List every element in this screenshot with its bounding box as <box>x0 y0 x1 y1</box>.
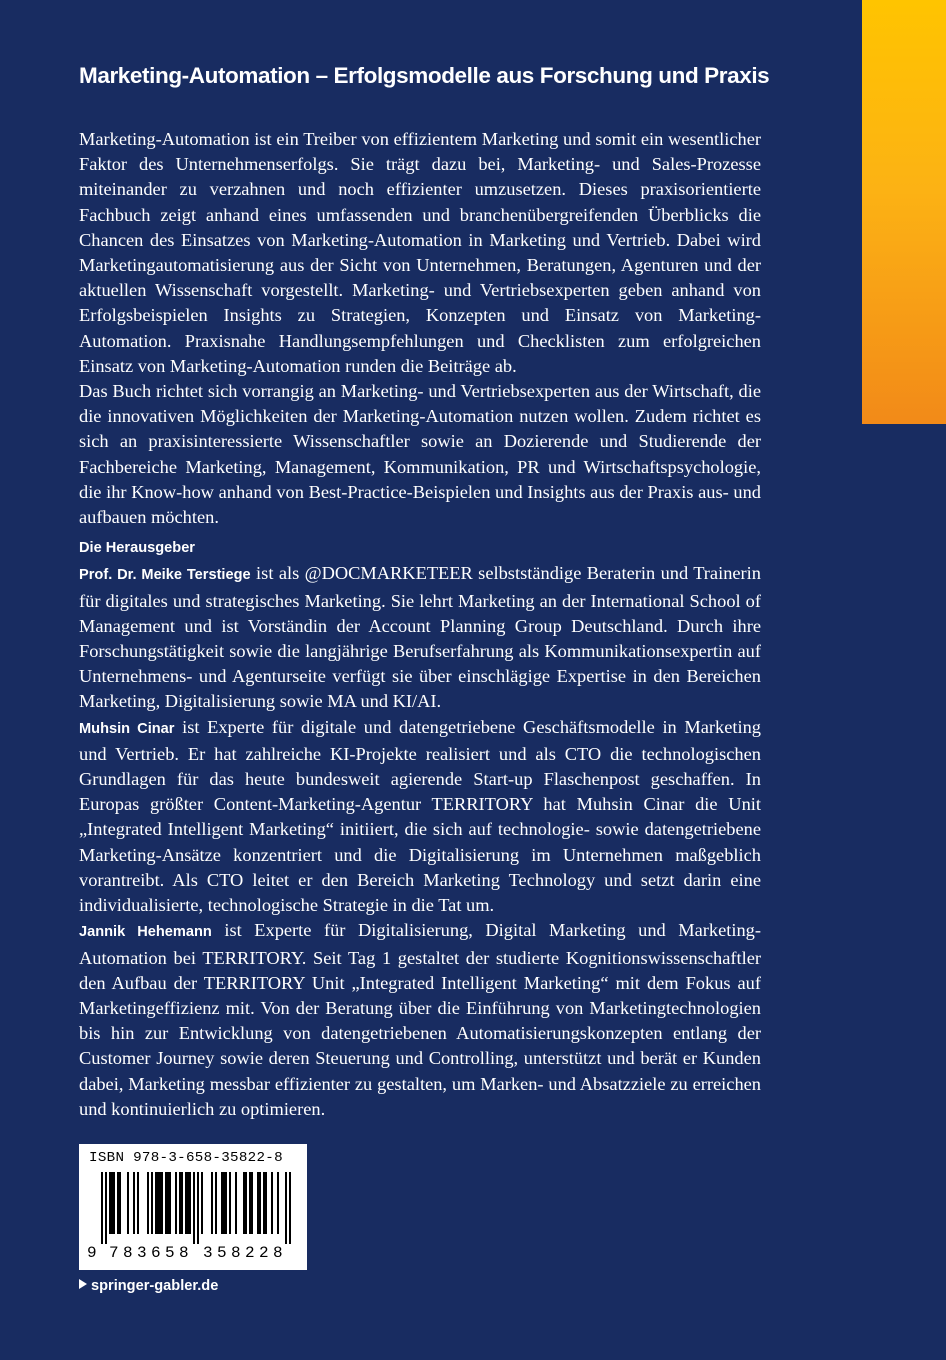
barcode-bar <box>211 1172 213 1234</box>
barcode-bar <box>113 1172 115 1234</box>
barcode-bar <box>155 1172 157 1234</box>
barcode-bar <box>225 1172 227 1234</box>
barcode-digit: 3 <box>203 1244 213 1262</box>
isbn-number: ISBN 978-3-658-35822-8 <box>89 1150 283 1166</box>
barcode-bar <box>197 1172 199 1244</box>
accent-bar <box>862 0 946 424</box>
barcode-digit: 5 <box>217 1244 227 1262</box>
barcode-bar <box>127 1172 129 1234</box>
barcode-graphic <box>79 1144 307 1270</box>
barcode-bar <box>223 1172 225 1234</box>
barcode-digit: 8 <box>231 1244 241 1262</box>
cover-text <box>79 127 761 1122</box>
barcode-digit: 6 <box>151 1244 161 1262</box>
barcode-bar <box>175 1172 177 1234</box>
barcode-bar <box>185 1172 187 1234</box>
barcode-bar <box>249 1172 251 1234</box>
barcode-digit: 2 <box>259 1244 269 1262</box>
publisher-link[interactable] <box>79 1276 218 1296</box>
barcode-bar <box>157 1172 159 1234</box>
barcode-bar <box>101 1172 103 1244</box>
barcode-bar <box>137 1172 139 1234</box>
barcode-digit: 8 <box>179 1244 189 1262</box>
barcode-bar <box>161 1172 163 1234</box>
barcode-bar <box>193 1172 195 1244</box>
barcode-bar <box>277 1172 279 1234</box>
barcode-bar <box>147 1172 149 1234</box>
barcode-bar <box>105 1172 107 1244</box>
triangle-arrow-icon <box>79 1279 87 1289</box>
barcode-bar <box>285 1172 287 1244</box>
isbn-barcode <box>79 1144 307 1270</box>
barcode-digit: 9 <box>87 1244 97 1262</box>
barcode-digit: 8 <box>273 1244 283 1262</box>
barcode-digit: 7 <box>109 1244 119 1262</box>
barcode-bar <box>109 1172 111 1234</box>
barcode-bar <box>165 1172 167 1234</box>
barcode-bar <box>215 1172 217 1234</box>
barcode-bar <box>159 1172 161 1234</box>
barcode-bar <box>119 1172 121 1234</box>
barcode-bar <box>289 1172 291 1244</box>
book-title: Marketing-Automation – Erfolgsmodelle aus Forschung und Praxis <box>79 63 770 88</box>
editors-heading: Die Herausgeber <box>79 540 195 557</box>
barcode-bar <box>187 1172 189 1234</box>
barcode-bar <box>263 1172 265 1234</box>
editor-bio-terstiege <box>79 561 761 714</box>
editor-bio-text: ist Experte für digitale und datengetriebene Geschäftsmodelle in Marketing und Vertrieb. Er hat zahlreiche KI-Projekte realisiert und als CTO die technologischen Grundlagen für das heute bundesweit agierende Start-up Flaschenpost geschaffen. In Europas größter Content-Marketing-Agentur TERRITORY hat Muhsin Cinar die Unit „Integrated Intelligent Marketing“ initiiert, die sich auf technologie- sowie datengetriebene Marketing-Ansätze konzentriert und die Digitalisierung im Unternehmen maßgeblich vorantreibt. Als CTO leitet er den Bereich Marketing Technology und setzt darin eine individualisierte, technologische Strategie in die Tat um. <box>79 716 761 916</box>
description-paragraph-1: Marketing-Automation ist ein Treiber von effizientem Marketing und somit ein wesentlicher Faktor des Unternehmenserfolgs. Sie trägt dazu bei, Marketing- und Sales-Prozesse miteinander zu verzahnen und noch effizienter umzusetzen. Dieses praxisorientierte Fachbuch zeigt anhand eines umfassenden und branchenübergreifenden Überblicks die Chancen des Einsatzes von Marketing-Automation in Marketing und Vertrieb. Dabei wird Marketingautomatisierung aus der Sicht von Unternehmen, Beratungen, Agenturen und der aktuellen Wissenschaft vorgestellt. Marketing- und Vertriebsexperten geben anhand von Erfolgsbeispielen Insights zu Strategien, Konzepten und Einsatz von Marketing-Automation. Praxisnahe Handlungsempfehlungen und Checklisten zum erfolgreichen Einsatz von Marketing-Automation runden die Beiträge ab. <box>79 129 761 376</box>
publisher-url[interactable]: springer-gabler.de <box>91 1278 219 1294</box>
barcode-bar <box>151 1172 153 1234</box>
editor-name: Jannik Hehemann <box>79 924 212 941</box>
barcode-digit: 8 <box>123 1244 133 1262</box>
barcode-digit: 2 <box>245 1244 255 1262</box>
description-paragraph-2: Das Buch richtet sich vorrangig an Marketing- und Vertriebsexperten aus der Wirtschaft, die die innovativen Möglichkeiten der Marketing-Automation nutzen wollen. Zudem richtet es sich an praxisinteressierte Wissenschaftler sowie an Dozierende und Studierende der Fachbereiche Marketing, Management, Kommunikation, PR und Wirtschaftspsychologie, die ihr Know-how anhand von Best-Practice-Beispielen und Insights aus der Praxis aus- und aufbauen möchten. <box>79 381 761 528</box>
editor-name: Muhsin Cinar <box>79 720 175 737</box>
editor-bio-hehemann <box>79 918 761 1122</box>
barcode-bar <box>271 1172 273 1234</box>
editor-bio-text: ist Experte für Digitalisierung, Digital Marketing und Marketing-Automation bei TERRITORY. Seit Tag 1 gestaltet der studierte Kognitionswissenschaftler den Aufbau der TERRITORY Unit „Integrated Intelligent Marketing“ mit dem Fokus auf Marketingeffizienz mit. Von der Beratung über die Einführung von Marketingtechnologien bis hin zur Entwicklung von datengetriebenen Automatisierungskonzepten entlang der Customer Journey sowie deren Steuerung und Controlling, unterstützt und berät er Kunden dabei, Marketing messbar effizienter zu gestalten, um Marken- und Absatzziele zu erreichen und kontinuierlich zu optimieren. <box>79 920 761 1119</box>
barcode-bar <box>167 1172 169 1234</box>
barcode-bar <box>189 1172 191 1234</box>
editor-bio-cinar <box>79 715 761 919</box>
barcode-bar <box>201 1172 203 1234</box>
barcode-bar <box>259 1172 261 1234</box>
barcode-bar <box>245 1172 247 1234</box>
barcode-digit: 5 <box>165 1244 175 1262</box>
barcode-bar <box>133 1172 135 1234</box>
editor-name: Prof. Dr. Meike Terstiege <box>79 567 251 584</box>
barcode-bar <box>179 1172 181 1234</box>
barcode-bar <box>229 1172 231 1234</box>
barcode-bar <box>181 1172 183 1234</box>
barcode-bar <box>257 1172 259 1234</box>
barcode-bar <box>265 1172 267 1234</box>
barcode-digit: 3 <box>137 1244 147 1262</box>
barcode-bar <box>235 1172 237 1234</box>
editor-bio-text: ist als @DOCMARKETEER selbstständige Beraterin und Trainerin für digitales und strategisches Marketing. Sie lehrt Marketing an der International School of Management und ist Vorständin der Account Planning Group Deutschland. Durch ihre Forschungstätigkeit sowie die langjährige Berufserfahrung als Kommunikationsexpertin auf Unternehmens- und Agenturseite verfügt sie über einschlägige Expertise in den Bereichen Marketing, Digitalisierung sowie MA und KI/AI. <box>79 563 761 712</box>
barcode-bar <box>117 1172 119 1234</box>
barcode-bar <box>251 1172 253 1234</box>
barcode-bar <box>221 1172 223 1234</box>
barcode-bar <box>111 1172 113 1234</box>
barcode-bar <box>169 1172 171 1234</box>
barcode-bar <box>243 1172 245 1234</box>
